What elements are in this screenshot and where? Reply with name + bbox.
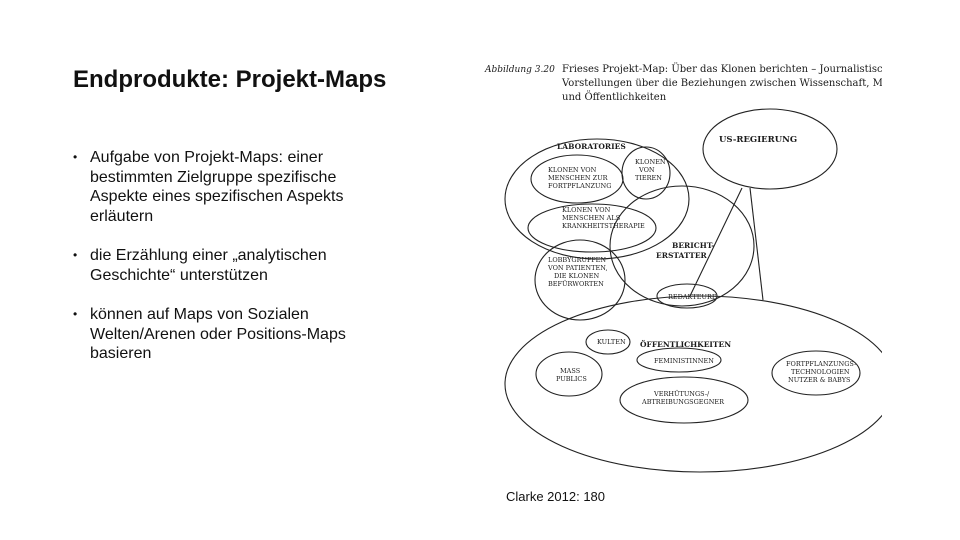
fortpflanzung-label: TECHNOLOGIEN: [791, 368, 850, 376]
berichterstatter-label: BERICHT-: [672, 241, 715, 250]
fortpflanzung-label: FORTPFLANZUNGS-: [786, 360, 857, 368]
bullet-item: [73, 246, 373, 285]
klonen-tieren-label: KLONEN: [635, 158, 666, 166]
bullet-item: [73, 305, 373, 364]
slide-title: Endprodukte: Projekt-Maps: [73, 66, 387, 93]
klonen-menschen-label: KLONEN VON: [548, 166, 597, 174]
us-regierung-circle: [703, 109, 837, 189]
verhuetung-label: ABTREIBUNGSGEGNER: [642, 398, 725, 406]
feministinnen-label: FEMINISTINNEN: [654, 357, 714, 365]
klonen-menschen-label: MENSCHEN ZUR: [548, 174, 608, 182]
us-regierung-label: US-REGIERUNG: [719, 135, 798, 145]
project-map-figure: [482, 56, 882, 476]
kulten-label: KULTEN: [597, 338, 626, 346]
bullet-text: Aufgabe von Projekt-Maps: einer bestimmten Zielgruppe spezifische Aspekte eines spezifischen Aspekts erläutern: [90, 149, 344, 225]
connector-line: [750, 188, 763, 300]
bullet-text: können auf Maps von Sozialen Welten/Arenen oder Positions-Maps basieren: [90, 306, 346, 362]
bullet-list: [73, 148, 373, 384]
lobbygruppen-label: BEFÜRWORTEN: [548, 280, 604, 288]
klonen-krank-label: MENSCHEN ALS: [562, 214, 621, 222]
bullet-dot: •: [73, 248, 78, 262]
figure-caption-line: und Öffentlichkeiten: [562, 92, 667, 103]
bullet-dot: •: [73, 307, 78, 321]
figure-caption-line: Frieses Projekt-Map: Über das Klonen berichten – Journalistische: [562, 64, 882, 75]
klonen-krank-label: KLONEN VON: [562, 206, 611, 214]
figure-caption-label: Abbildung 3.20: [485, 65, 555, 75]
bullet-item: [73, 148, 373, 226]
klonen-tieren-label: TIEREN: [635, 174, 662, 182]
verhuetung-label: VERHÜTUNGS-/: [654, 390, 710, 398]
fortpflanzung-label: NUTZER & BABYS: [788, 376, 851, 384]
klonen-krank-label: KRANKHEITSTHERAPIE: [562, 222, 645, 230]
oeffentlichkeiten-label: ÖFFENTLICHKEITEN: [640, 340, 732, 349]
lobbygruppen-label: DIE KLONEN: [554, 272, 600, 280]
laboratories-label: LABORATORIES: [557, 142, 626, 151]
bullet-text: die Erzählung einer „analytischen Geschichte“ unterstützen: [90, 247, 327, 284]
lobbygruppen-label: LOBBYGRUPPEN: [548, 256, 607, 264]
klonen-tieren-label: VON: [639, 166, 655, 174]
lobbygruppen-label: VON PATIENTEN,: [548, 264, 608, 272]
project-map-diagram: [482, 56, 882, 476]
klonen-menschen-label: FORTPFLANZUNG: [548, 182, 612, 190]
figure-caption-line: Vorstellungen über die Beziehungen zwischen Wissenschaft, Medien: [562, 78, 882, 89]
berichterstatter-label: ERSTATTER: [656, 251, 707, 260]
oeffentlichkeiten-arena: [505, 296, 882, 472]
source-citation: Clarke 2012: 180: [506, 489, 606, 504]
bullet-dot: •: [73, 150, 78, 164]
mass-publics-label: PUBLICS: [556, 375, 587, 383]
mass-publics-label: MASS: [560, 367, 581, 375]
redakteure-label: REDAKTEURE: [668, 293, 717, 301]
